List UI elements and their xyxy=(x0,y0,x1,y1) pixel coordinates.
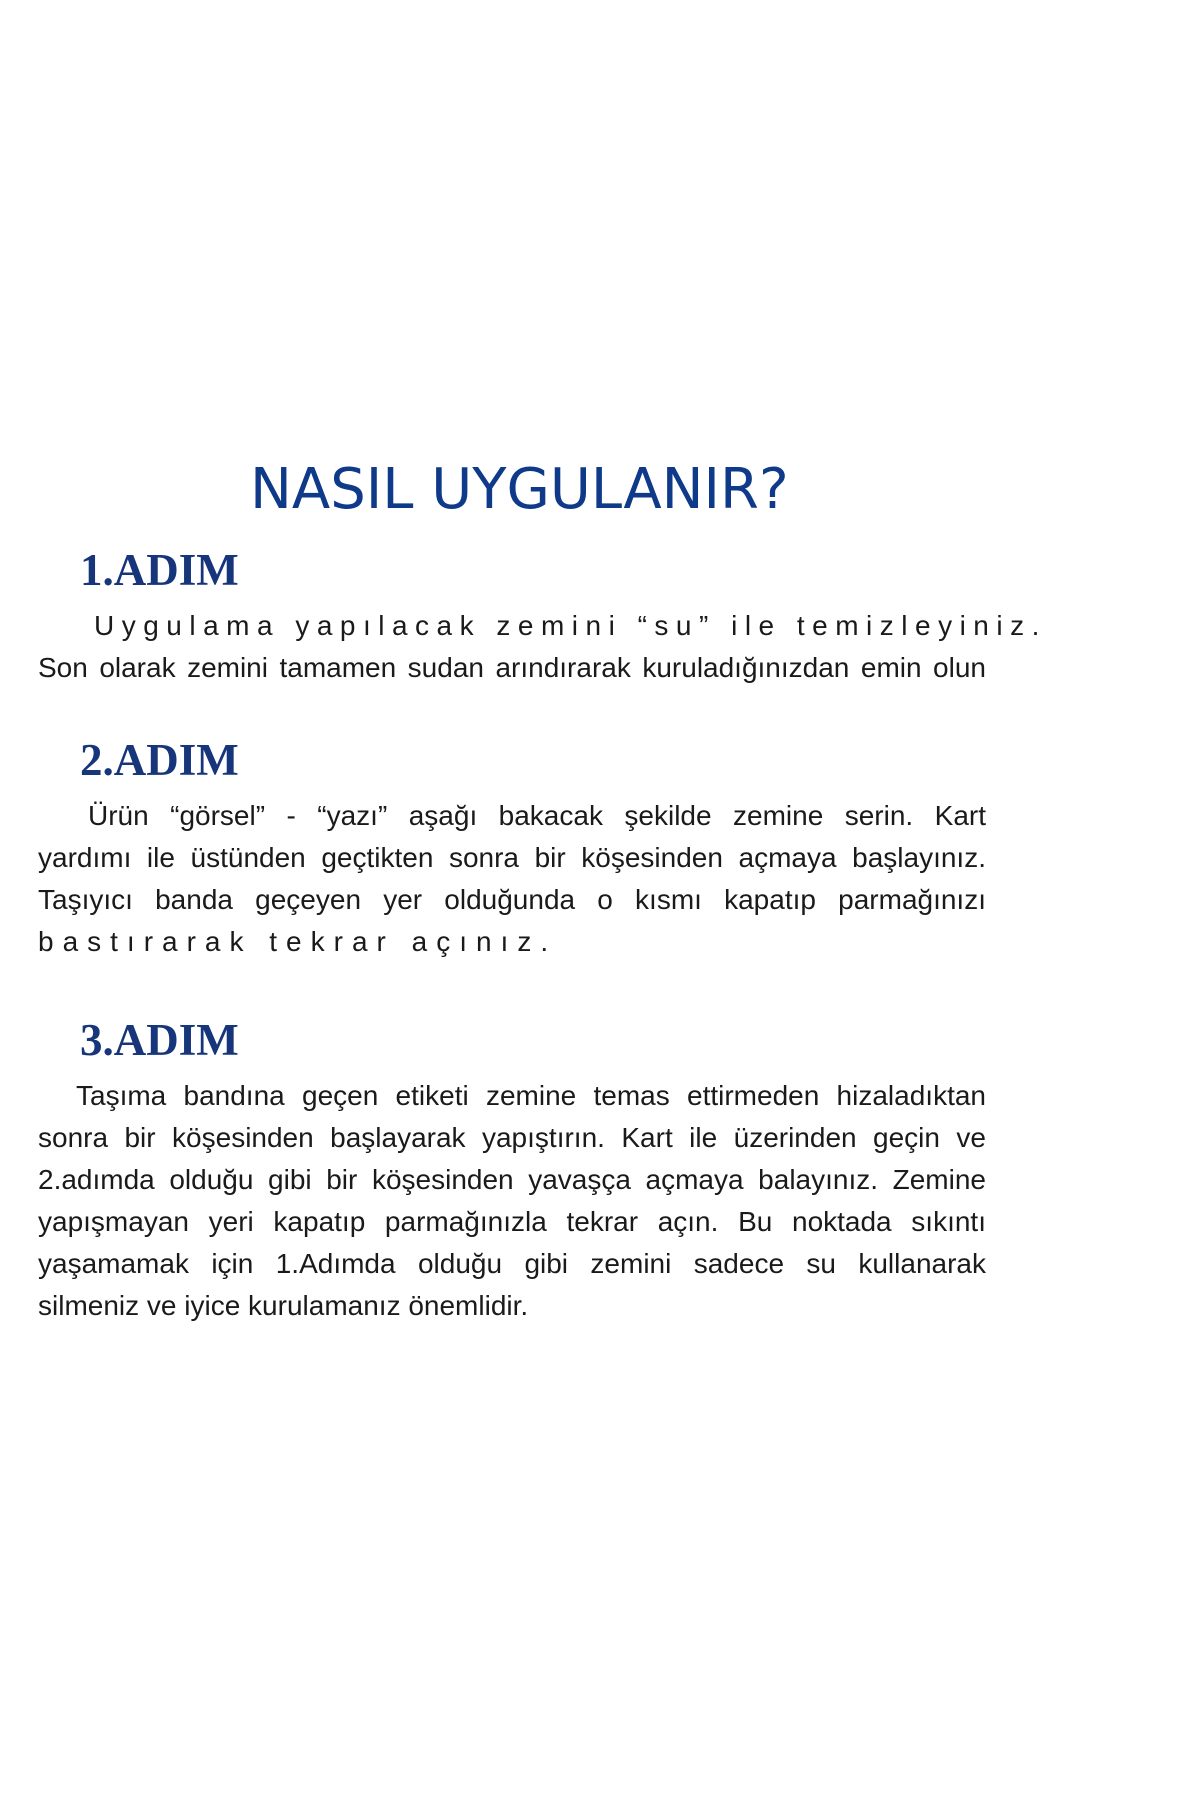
step-3-line: silmeniz ve iyice kurulamanız önemlidir. xyxy=(38,1290,529,1321)
step-1-line: Uygulama yapılacak zemini “su” ile temizleyiniz. xyxy=(94,610,1047,641)
step-2-line: bastırarak tekrar açınız. xyxy=(38,926,558,957)
step-1-body xyxy=(38,605,1047,689)
page-title: NASIL UYGULANIR? xyxy=(250,457,789,522)
step-1-heading: 1.ADIM xyxy=(80,545,239,595)
step-3-line: Taşıma bandına geçen etiketi zemine temas ettirmeden hizaladıktan xyxy=(76,1080,986,1111)
step-3-body xyxy=(38,1075,986,1327)
step-1 xyxy=(38,545,1047,689)
step-3 xyxy=(38,1015,986,1327)
step-2-body xyxy=(38,795,986,963)
step-2-line: Taşıyıcı banda geçeyen yer olduğunda o kısmı kapatıp parmağınızı xyxy=(38,884,986,915)
step-3-line: yapışmayan yeri kapatıp parmağınızla tekrar açın. Bu noktada sıkıntı xyxy=(38,1206,986,1237)
step-3-line: 2.adımda olduğu gibi bir köşesinden yavaşça açmaya balayınız. Zemine xyxy=(38,1164,986,1195)
step-3-line: sonra bir köşesinden başlayarak yapıştırın. Kart ile üzerinden geçin ve xyxy=(38,1122,986,1153)
step-1-line: Son olarak zemini tamamen sudan arındırarak kuruladığınızdan emin olun xyxy=(38,652,986,683)
step-2-line: Ürün “görsel” - “yazı” aşağı bakacak şekilde zemine serin. Kart xyxy=(88,800,986,831)
step-2-heading: 2.ADIM xyxy=(80,735,239,785)
step-3-line: yaşamamak için 1.Adımda olduğu gibi zemini sadece su kullanarak xyxy=(38,1248,986,1279)
step-2-line: yardımı ile üstünden geçtikten sonra bir köşesinden açmaya başlayınız. xyxy=(38,842,986,873)
step-2 xyxy=(38,735,986,963)
step-3-heading: 3.ADIM xyxy=(80,1015,239,1065)
